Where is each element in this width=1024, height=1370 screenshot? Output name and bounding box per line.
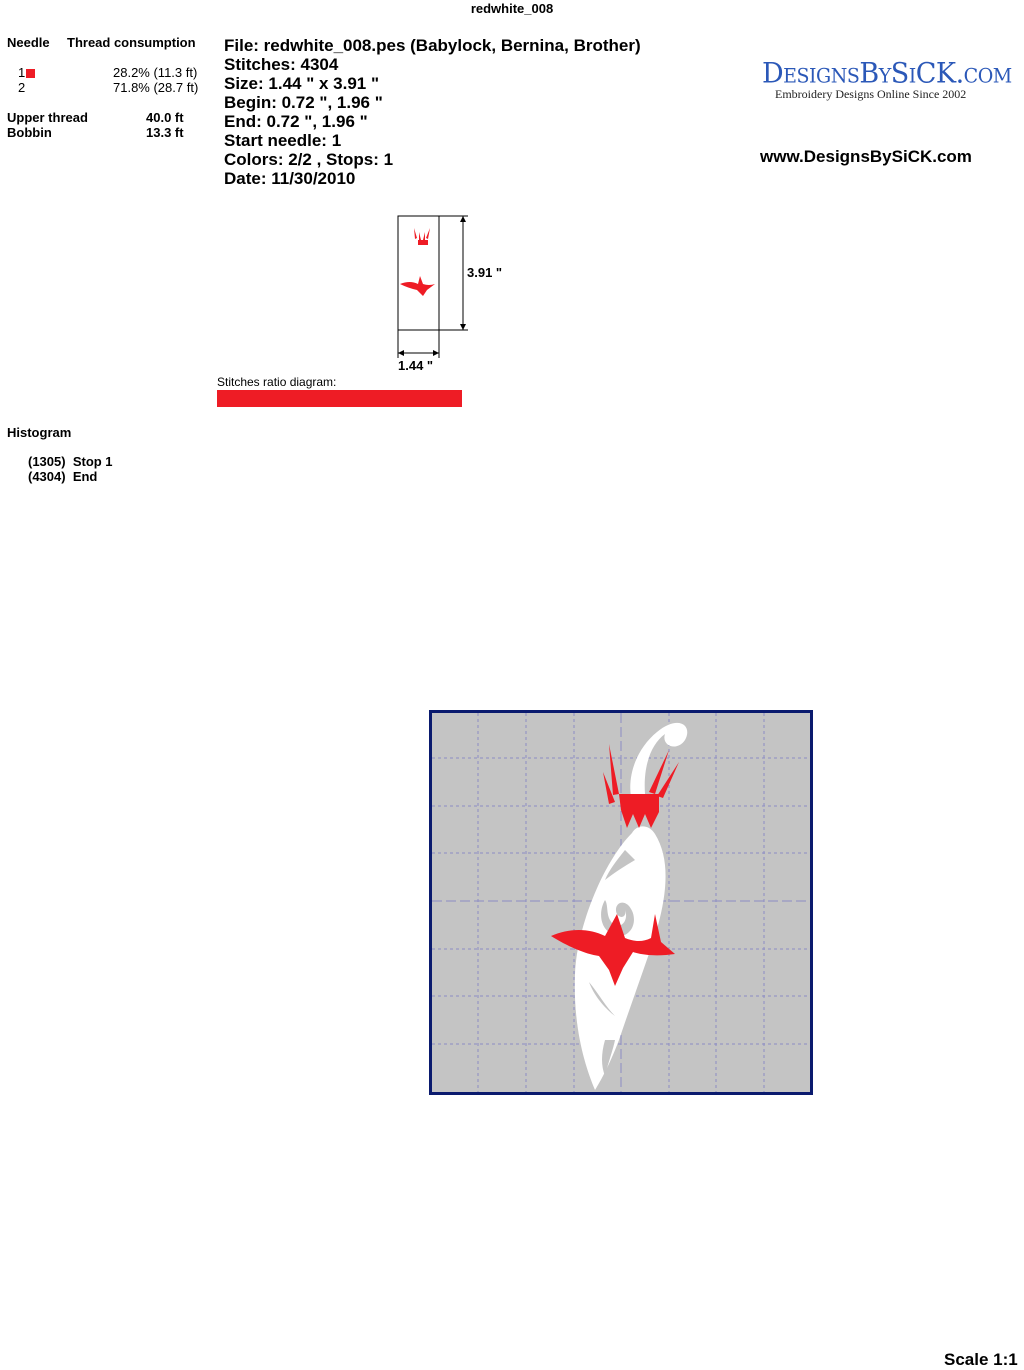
- ratio-segment-1: [217, 390, 286, 407]
- histogram-title: Histogram: [7, 425, 72, 440]
- histogram-label: Stop 1: [72, 454, 113, 469]
- upper-thread-label: Upper thread: [7, 110, 88, 125]
- document-title: redwhite_008: [470, 1, 554, 16]
- bobbin-value: 13.3 ft: [146, 125, 184, 140]
- file-name: File: redwhite_008.pes (Babylock, Bernina, Brother): [224, 36, 641, 55]
- histogram-label: End: [72, 469, 98, 484]
- needle-consumption-1: 28.2% (11.3 ft): [113, 65, 198, 80]
- brand-tagline: Embroidery Designs Online Since 2002: [775, 87, 967, 101]
- ratio-segment-2: [286, 390, 462, 407]
- file-info: [224, 36, 641, 188]
- histogram-count: (1305): [28, 454, 66, 469]
- needle-number: 2: [18, 80, 26, 95]
- dimension-thumbnail: [390, 210, 530, 380]
- needle-row-1: [18, 65, 35, 80]
- scale-label: Scale 1:1: [944, 1350, 1018, 1369]
- color-swatch-red: [26, 69, 35, 78]
- end-point: End: 0.72 ", 1.96 ": [224, 112, 368, 131]
- brand-logo: DesignsBySiCK.com: [762, 57, 1012, 90]
- needle-header: Needle: [7, 35, 50, 50]
- needle-number: 1: [18, 65, 26, 80]
- file-date: Date: 11/30/2010: [224, 169, 356, 188]
- stitches-ratio-label: Stitches ratio diagram:: [217, 375, 337, 389]
- stitch-count: Stitches: 4304: [224, 55, 339, 74]
- bobbin-label: Bobbin: [7, 125, 52, 140]
- histogram-entry: [28, 469, 97, 484]
- upper-thread-value: 40.0 ft: [146, 110, 184, 125]
- design-size: Size: 1.44 " x 3.91 ": [224, 74, 380, 93]
- width-label: 1.44 ": [398, 358, 434, 373]
- stitches-ratio-bar: [217, 390, 462, 407]
- colors-stops: Colors: 2/2 , Stops: 1: [224, 150, 394, 169]
- start-needle: Start needle: 1: [224, 131, 342, 150]
- histogram-count: (4304): [28, 469, 66, 484]
- needle-consumption-2: 71.8% (28.7 ft): [113, 80, 199, 95]
- thread-consumption-header: Thread consumption: [67, 35, 196, 50]
- design-bounds: [398, 216, 439, 330]
- embroidery-preview: [429, 710, 813, 1095]
- histogram-entry: [28, 454, 113, 469]
- website-url[interactable]: www.DesignsBySiCK.com: [760, 147, 972, 166]
- begin-point: Begin: 0.72 ", 1.96 ": [224, 93, 383, 112]
- height-label: 3.91 ": [467, 265, 503, 280]
